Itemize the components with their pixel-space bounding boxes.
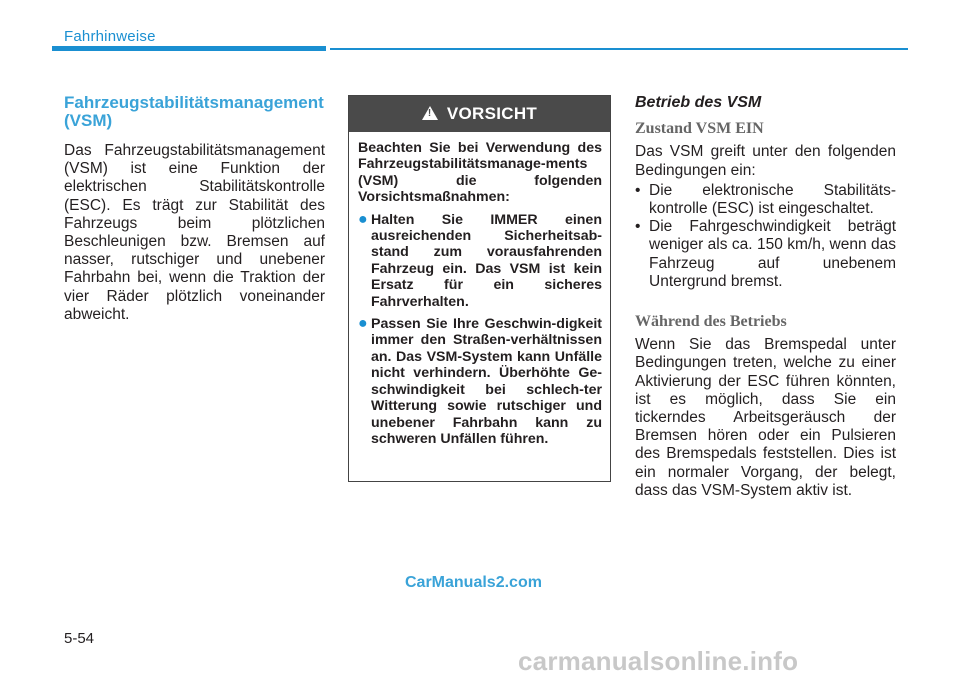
section-header: Fahrhinweise bbox=[64, 28, 156, 45]
section-title: Fahrzeugstabilitätsmanagement (VSM) bbox=[64, 93, 324, 130]
operation-title: Betrieb des VSM bbox=[635, 94, 762, 111]
bullet-dot-icon: ● bbox=[358, 315, 368, 333]
caution-body bbox=[349, 132, 610, 447]
vsm-on-intro: Das VSM greift unter den folgenden Bedingungen ein: bbox=[635, 143, 896, 179]
caution-heading: VORSICHT bbox=[446, 104, 538, 123]
condition-text: Die Fahrgeschwindigkeit beträgt weniger als ca. 150 km/h, wenn das Fahrzeug auf unebenem Untergrund bremst. bbox=[649, 218, 896, 290]
bullet-dot-icon: • bbox=[635, 218, 641, 236]
watermark-link[interactable]: CarManuals2.com bbox=[405, 574, 542, 591]
bullet-dot-icon: ● bbox=[358, 210, 368, 228]
warning-triangle-icon bbox=[422, 106, 438, 120]
caution-box bbox=[348, 95, 611, 482]
header-rule-thick bbox=[52, 46, 326, 51]
condition-item bbox=[635, 182, 896, 218]
vsm-on-subheading: Zustand VSM EIN bbox=[635, 120, 764, 138]
right-column bbox=[635, 94, 896, 500]
header-rule-thin bbox=[330, 48, 908, 50]
caution-item bbox=[358, 316, 602, 447]
spacer bbox=[635, 291, 896, 313]
page-number: 5-54 bbox=[64, 630, 95, 647]
operation-subheading: Während des Betriebs bbox=[635, 313, 787, 331]
caution-header bbox=[349, 96, 610, 132]
condition-text: Die elektronische Stabilitäts-kontrolle (ESC) ist eingeschaltet. bbox=[649, 181, 896, 218]
footer-site-watermark: carmanualsonline.info bbox=[518, 646, 799, 676]
bullet-dot-icon: • bbox=[635, 181, 641, 199]
condition-item bbox=[635, 218, 896, 291]
intro-paragraph: Das Fahrzeugstabilitätsmanagement (VSM) ist eine Funktion der elektrischen Stabilitätskontrolle (ESC). Es trägt zur Stabilität des Fahrzeugs beim plötzlichen Beschleunigen bzw. Bremsen auf nasser, rutschiger und unebener Fahrbahn bei, wenn die Traktion der vier Räder plötzlich voneinander abweicht. bbox=[64, 142, 325, 323]
caution-item-text: Halten Sie IMMER einen ausreichenden Sicherheitsab-stand zum vorausfahrenden Fahrzeug ein. Das VSM ist kein Ersatz für ein sicheres Fahrverhalten. bbox=[371, 211, 602, 310]
operation-paragraph: Wenn Sie das Bremspedal unter Bedingungen treten, welche zu einer Aktivierung der ESC führen könnten, ist es möglich, dass Sie ein tickerndes Arbeitsgeräusch der Bremsen hören oder ein Pulsieren des Bremspedals feststellen. Dies ist ein normaler Vorgang, der belegt, dass das VSM-System aktiv ist. bbox=[635, 336, 896, 499]
caution-intro: Beachten Sie bei Verwendung des Fahrzeugstabilitätsmanage-ments (VSM) die folgenden Vorsichtsmaßnahmen: bbox=[358, 140, 602, 206]
caution-item bbox=[358, 212, 602, 310]
caution-item-text: Passen Sie Ihre Geschwin-digkeit immer den Straßen-verhältnissen an. Das VSM-System kann Unfälle nicht verhindern. Überhöhte Ge-schwindigkeit bei schlech-ter Witterung sowie rutschiger und unebener Fahrbahn kann zu schweren Unfällen führen. bbox=[371, 316, 602, 447]
left-column bbox=[64, 94, 325, 324]
